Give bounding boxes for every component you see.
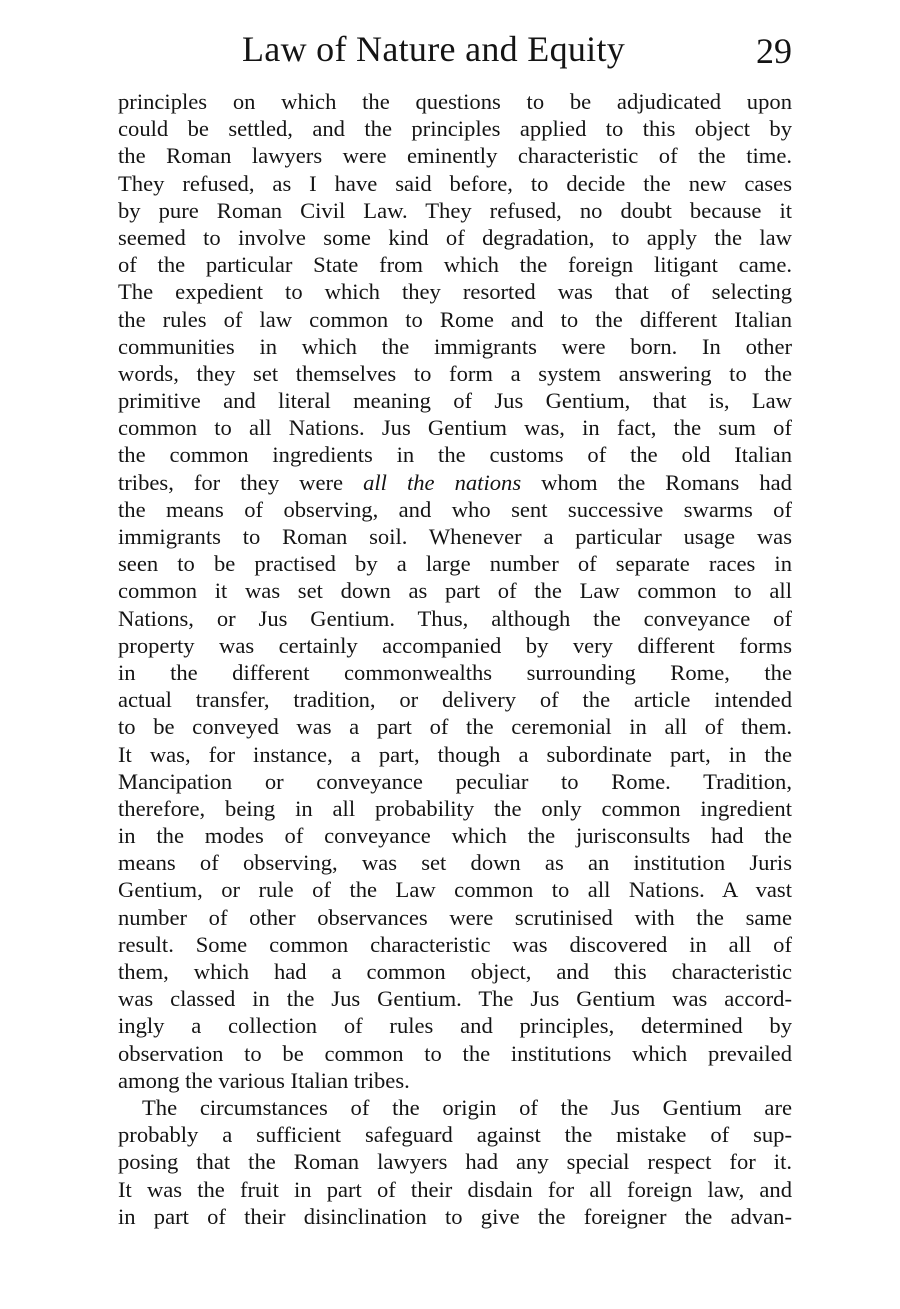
text-line: The expedient to which they resorted was that of selecting [118,279,792,305]
text-line: seen to be practised by a large number of separate races in [118,551,792,577]
text-line: probably a sufficient safeguard against the mistake of sup- [118,1122,792,1148]
text-line: was classed in the Jus Gentium. The Jus Gentium was accord- [118,986,792,1012]
text-line: seemed to involve some kind of degradation, to apply the law [118,224,792,250]
page-number: 29 [756,31,792,71]
text-line: them, which had a common object, and this characteristic [118,959,792,984]
text-line: It was, for instance, a part, though a subordinate part, in the [118,741,792,767]
running-head [118,28,792,78]
text-line: could be settled, and the principles applied to this object by [118,116,792,142]
text-line: of the particular State from which the foreign litigant came. [118,252,792,278]
text-line: result. Some common characteristic was discovered in all of [118,931,792,957]
text-line: actual transfer, tradition, or delivery of the article intended [118,687,792,713]
text-line: principles on which the questions to be adjudicated upon [118,89,792,114]
text-line: property was certainly accompanied by very different forms [118,632,792,658]
text-line: to be conveyed was a part of the ceremonial in all of them. [118,714,792,740]
text-line: ingly a collection of rules and principles, determined by [118,1013,792,1039]
text-line: immigrants to Roman soil. Whenever a particular usage was [118,524,792,549]
text-line: by pure Roman Civil Law. They refused, no doubt because it [118,197,792,223]
text-line: observation to be common to the institutions which prevailed [118,1040,792,1066]
text-line: the Roman lawyers were eminently characteristic of the time. [118,143,792,169]
text-line: It was the fruit in part of their disdain for all foreign law, and [118,1176,792,1202]
text-line: in the different commonwealths surrounding Rome, the [118,659,792,685]
text-line: common it was set down as part of the Law common to all [118,578,792,604]
paragraph-end-line: among the various Italian tribes. [118,1067,410,1093]
text-line: posing that the Roman lawyers had any special respect for it. [118,1149,792,1175]
text-segment: tribes, for they were [118,469,364,495]
text-segment: whom the Romans had [521,469,792,495]
text-line: Mancipation or conveyance peculiar to Rome. Tradition, [118,768,792,794]
text-line: Nations, or Jus Gentium. Thus, although the conveyance of [118,605,792,631]
text-line: the rules of law common to Rome and to the different Italian [118,306,792,332]
running-head-title: Law of Nature and Equity [242,29,626,69]
text-line: therefore, being in all probability the only common ingredient [118,795,792,821]
text-line: the means of observing, and who sent successive swarms of [118,496,792,522]
text-line: common to all Nations. Jus Gentium was, in fact, the sum of [118,415,792,441]
text-line: primitive and literal meaning of Jus Gentium, that is, Law [118,388,792,414]
text-line: words, they set themselves to form a system answering to the [118,360,792,386]
italic-phrase: all the nations [363,469,522,495]
text-line: They refused, as I have said before, to decide the new cases [118,170,792,196]
body-text [118,88,792,1230]
text-line: communities in which the immigrants were born. In other [118,333,792,359]
text-line: in the modes of conveyance which the jurisconsults had the [118,823,792,849]
text-line: in part of their disinclination to give the foreigner the advan- [118,1203,792,1229]
text-line: means of observing, was set down as an institution Juris [118,850,792,876]
text-line: the common ingredients in the customs of the old Italian [118,442,792,468]
text-line: number of other observances were scrutinised with the same [118,904,792,930]
text-line: Gentium, or rule of the Law common to all Nations. A vast [118,877,792,903]
text-line-with-italic [118,469,792,496]
paragraph-first-line: The circumstances of the origin of the Jus Gentium are [142,1094,792,1120]
